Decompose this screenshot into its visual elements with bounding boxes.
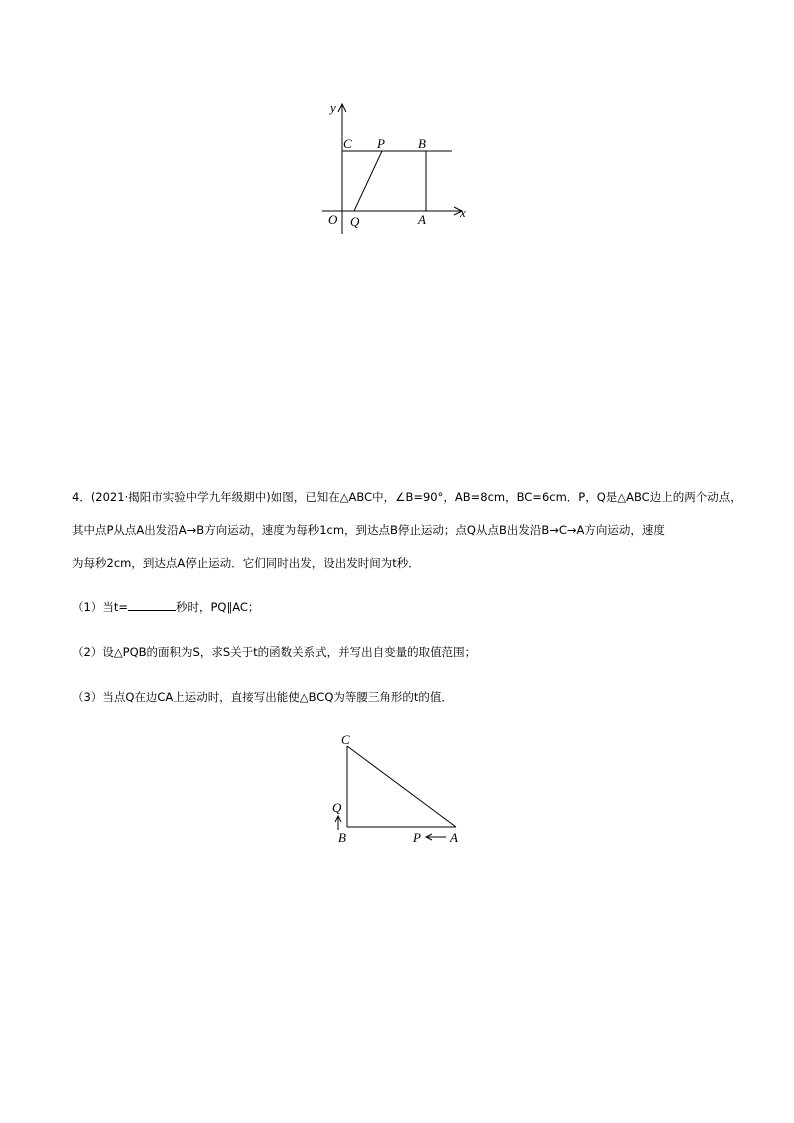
- problem-line-3: 为每秒2cm，到达点A停止运动．它们同时出发，设出发时间为t秒．: [72, 556, 420, 570]
- question-1: [72, 598, 259, 616]
- question-1-prefix: （1）当t=: [72, 600, 128, 614]
- tri-label-b: B: [338, 830, 346, 845]
- tri-label-q: Q: [332, 800, 342, 815]
- answer-blank[interactable]: [128, 598, 176, 611]
- segment-pq: [354, 151, 382, 211]
- question-3: （3）当点Q在边CA上运动时，直接写出能使△BCQ为等腰三角形的t的值．: [72, 690, 453, 704]
- tri-label-a: A: [450, 830, 458, 845]
- tri-label-c: C: [341, 732, 350, 747]
- coordinate-figure: [318, 96, 478, 236]
- side-ca: [347, 746, 456, 827]
- label-q: Q: [350, 214, 360, 229]
- label-b: B: [418, 136, 426, 151]
- label-a: A: [418, 212, 426, 227]
- label-o: O: [328, 212, 338, 227]
- question-1-suffix: 秒时，PQ∥AC；: [175, 600, 260, 614]
- label-c: C: [343, 136, 352, 151]
- label-p: P: [377, 136, 385, 151]
- label-y: y: [330, 100, 336, 115]
- triangle-figure: [326, 730, 466, 848]
- problem-line-2: 其中点P从点A出发沿A→B方向运动，速度为每秒1cm，到达点B停止运动；点Q从点B出发沿B→C→A方向运动，速度: [72, 523, 665, 537]
- label-x: x: [460, 205, 466, 220]
- problem-line-1: 4．(2021·揭阳市实验中学九年级期中)如图，已知在△ABC中，∠B=90°，AB=8cm，BC=6cm．P，Q是△ABC边上的两个动点，: [72, 490, 742, 504]
- question-2: （2）设△PQB的面积为S，求S关于t的函数关系式，并写出自变量的取值范围；: [72, 645, 477, 659]
- tri-label-p: P: [413, 830, 421, 845]
